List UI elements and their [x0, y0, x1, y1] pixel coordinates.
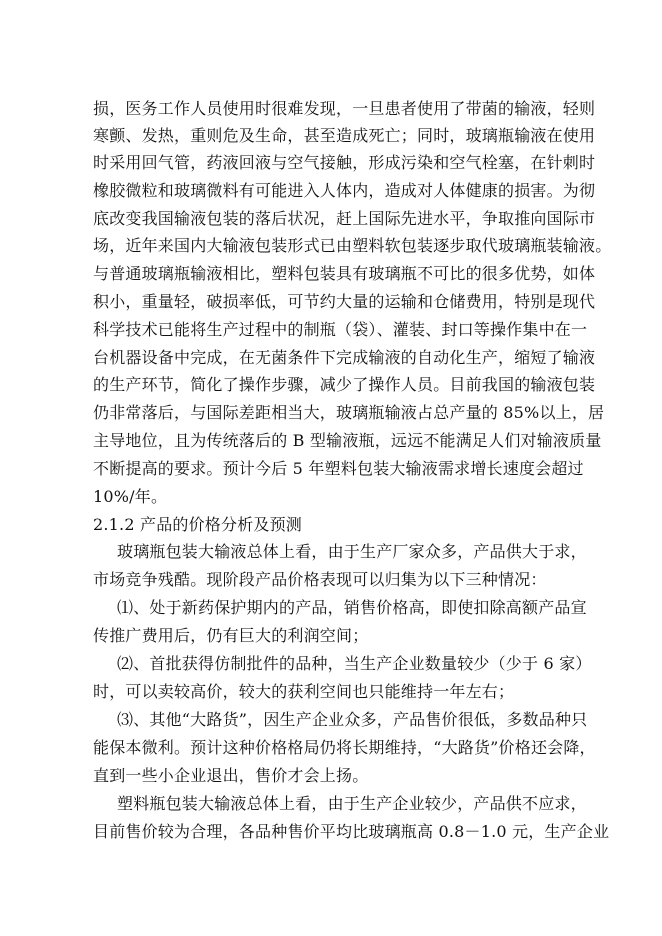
text-line: 与普通玻璃瓶输液相比，塑料包装具有玻璃瓶不可比的很多优势，如体 — [93, 264, 596, 283]
text-line: 能保本微利。预计这种价格格局仍将长期维持，“大路货”价格还会降， — [93, 738, 596, 757]
text-line: 玻璃瓶包装大输液总体上看，由于生产厂家众多，产品供大于求， — [117, 542, 587, 561]
text-line: 市场竞争残酷。现阶段产品价格表现可以归集为以下三种情况： — [93, 570, 547, 589]
list-item-text: ⑴、处于新药保护期内的产品，销售价格高，即使扣除高额产品宣 — [117, 598, 587, 617]
text-line: 积小，重量轻，破损率低，可节约大量的运输和仓储费用，特别是现代 — [93, 292, 596, 311]
section-heading: 2.1.2 产品的价格分析及预测 — [93, 515, 302, 534]
text-line: 10%/年。 — [93, 487, 168, 506]
text-line: 的生产环节，简化了操作步骤，减少了操作人员。目前我国的输液包装 — [93, 375, 596, 394]
list-item-text: ⑵、首批获得仿制批件的品种，当生产企业数量较少（少于 6 家） — [117, 654, 592, 673]
text-line: 台机器设备中完成，在无菌条件下完成输液的自动化生产，缩短了输液 — [93, 348, 596, 367]
text-line: 寒颤、发热，重则危及生命，甚至造成死亡；同时，玻璃瓶输液在使用 — [93, 126, 596, 145]
text-line: 场，近年来国内大输液包装形式已由塑料软包装逐步取代玻璃瓶装输液。 — [93, 236, 612, 255]
text-line: 传推广费用后，仍有巨大的利润空间； — [93, 626, 369, 645]
text-line: 时，可以卖较高价，较大的获利空间也只能维持一年左右； — [93, 682, 515, 701]
text-line: 橡胶微粒和玻璃微料有可能进入人体内，造成对人体健康的损害。为彻 — [93, 181, 596, 200]
text-line: 不断提高的要求。预计今后 5 年塑料包装大输液需求增长速度会超过 — [93, 459, 584, 478]
text-line: 科学技术已能将生产过程中的制瓶（袋）、灌装、封口等操作集中在一 — [93, 320, 588, 339]
text-line: 损，医务工作人员使用时很难发现，一旦患者使用了带菌的输液，轻则 — [93, 99, 596, 118]
text-line: 主导地位，且为传统落后的 B 型输液瓶，远远不能满足人们对输液质量 — [93, 431, 602, 450]
text-line: 时采用回气管，药液回液与空气接触，形成污染和空气栓塞，在针刺时 — [93, 153, 596, 172]
text-line: 塑料瓶包装大输液总体上看，由于生产企业较少，产品供不应求， — [117, 794, 587, 813]
text-line: 目前售价较为合理，各品种售价平均比玻璃瓶高 0.8－1.0 元，生产企业 — [93, 822, 610, 841]
text-line: 直到一些小企业退出，售价才会上扬。 — [93, 766, 369, 785]
text-line: 底改变我国输液包装的落后状况，赶上国际先进水平，争取推向国际市 — [93, 209, 596, 228]
text-line: 仍非常落后，与国际差距相当大，玻璃瓶输液占总产量的 85%以上，居 — [93, 403, 605, 422]
list-item-text: ⑶、其他“大路货”，因生产企业众多，产品售价很低，多数品种只 — [117, 710, 588, 729]
